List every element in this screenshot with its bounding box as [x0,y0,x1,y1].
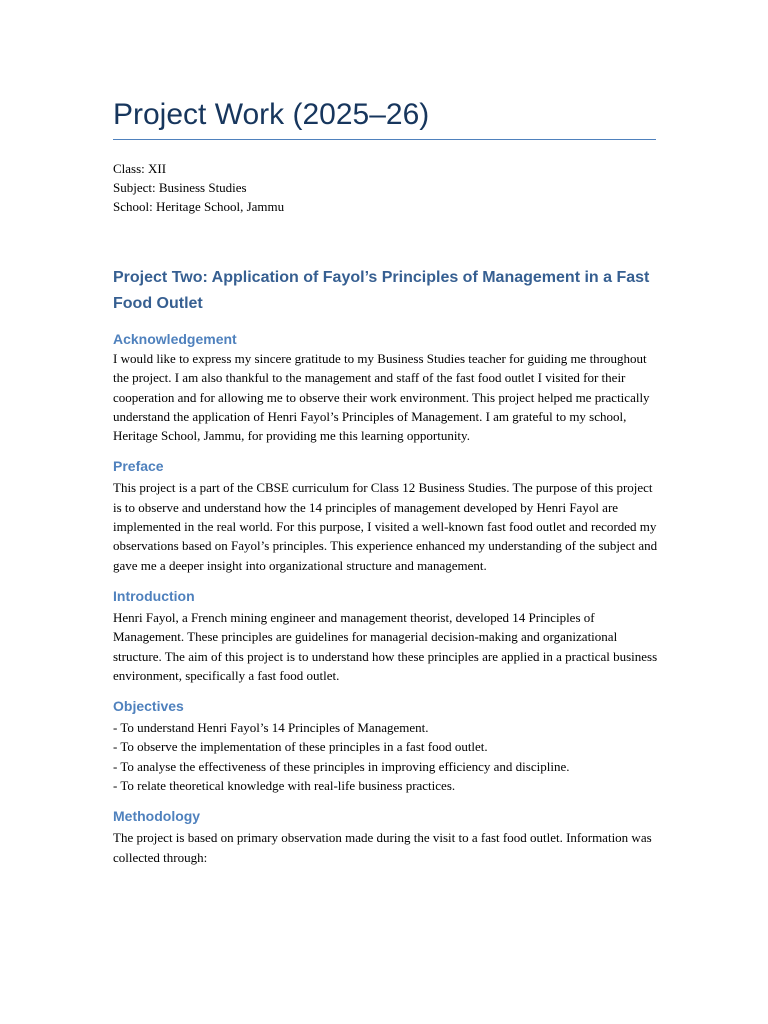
acknowledgement-heading: Acknowledgement [113,331,237,347]
introduction-section [113,586,658,685]
document-title: Project Work (2025–26) [113,98,430,131]
methodology-section [113,806,658,867]
document-meta [113,159,284,217]
meta-class: Class: XII [113,161,167,176]
preface-text: This project is a part of the CBSE curriculum for Class 12 Business Studies. The purpose of this project is to observe and understand how the 14 principles of management developed by Henri Fayol are implemented in the real world. For this purpose, I visited a well-known fast food outlet and recorded my observations based on Fayol’s principles. This experience enhanced my understanding of the subject and gave me a deeper insight into organizational structure and management. [113,480,658,573]
meta-school: School: Heritage School, Jammu [113,199,285,215]
introduction-heading: Introduction [113,587,195,604]
preface-heading: Preface [113,458,164,475]
objective-item: - To relate theoretical knowledge with real-life business practices. [113,778,456,794]
methodology-heading: Methodology [113,808,201,825]
preface-section [113,456,658,574]
acknowledgement-section [113,329,658,445]
objectives-section [113,696,658,795]
objective-item: - To analyse the effectiveness of these principles in improving efficiency and discipline. [113,758,570,774]
project-heading: Project Two: Application of Fayol’s Principles of Management in a Fast Food Outlet [113,269,650,312]
document-body [113,265,658,867]
objectives-heading: Objectives [113,698,184,715]
introduction-text: Henri Fayol, a French mining engineer and management theorist, developed 14 Principles of Management. These principles are guidelines for managerial decision-making and organizational structure. The aim of this project is to understand how these principles are applied in a practical business environment, specifically a fast food outlet. [113,609,658,683]
methodology-text: The project is based on primary observation made during the visit to a fast food outlet. Information was collected through: [113,830,652,865]
acknowledgement-text: I would like to express my sincere gratitude to my Business Studies teacher for guiding me throughout the project. I am also thankful to the management and staff of the fast food outlet I visited for their cooperation and for allowing me to observe their work environment. This project helped me practically understand the application of Henri Fayol’s Principles of Management. I am grateful to my school, Heritage School, Jammu, for providing me this learning opportunity. [113,351,650,444]
objective-item: - To observe the implementation of these principles in a fast food outlet. [113,739,488,755]
meta-subject: Subject: Business Studies [113,180,247,196]
objective-item: - To understand Henri Fayol’s 14 Principles of Management. [113,720,429,736]
title-underline [113,139,656,140]
